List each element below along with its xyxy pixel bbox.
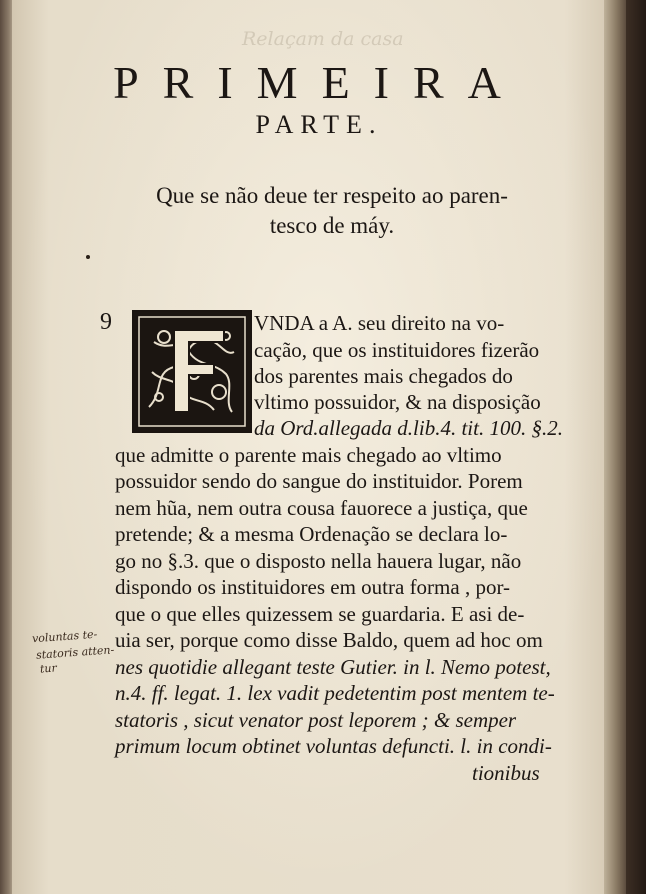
paragraph-number: 9 [100, 309, 112, 335]
text-line-12: que o que elles quizessem se guardaria. E asi de- [115, 602, 525, 626]
decorated-initial-f [132, 310, 252, 433]
text-line-18: tionibus [472, 761, 540, 785]
text-line-10: go no §.3. que o disposto nella hauera lugar, não [115, 549, 522, 573]
book-spine [626, 0, 646, 894]
book-page [12, 0, 626, 894]
page-title: PRIMEIRA [113, 57, 525, 108]
handwritten-note-2: statoris atten- [35, 643, 115, 662]
text-line-16: statoris , sicut venator post leporem ; & semper [115, 708, 517, 732]
text-line-17: primum locum obtinet voluntas defuncti. l. in condi- [115, 734, 552, 758]
ink-spot [86, 255, 90, 259]
text-line-15: n.4. ff. legat. 1. lex vadit pedetentim post mentem te- [115, 681, 555, 705]
text-line-8: nem hũa, nem outra cousa fauorece a justiça, que [115, 496, 528, 520]
text-line-13: uia ser, porque como disse Baldo, quem ad hoc om [115, 628, 543, 652]
page-subtitle: PARTE. [255, 110, 383, 139]
text-line-14: nes quotidie allegant teste Gutier. in l. Nemo potest, [115, 655, 551, 679]
text-line-9: pretende; & a mesma Ordenação se declara lo- [115, 522, 508, 546]
section-heading-line-1: Que se não deue ter respeito ao paren- [156, 183, 508, 208]
bleed-through-text: Relaçam da casa [242, 28, 404, 50]
text-line-4: vltimo possuidor, & na disposição [254, 390, 541, 414]
text-line-3: dos parentes mais chegados do [254, 364, 513, 388]
text-line-11: dispondo os instituidores em outra forma , por- [115, 575, 511, 599]
section-heading-line-2: tesco de máy. [269, 213, 395, 238]
text-line-2: cação, que os instituidores fizerão [254, 338, 540, 362]
floral-initial-icon [134, 312, 250, 431]
handwritten-note-3: tur [39, 661, 58, 676]
text-line-7: possuidor sendo do sangue do instituidor. Porem [115, 469, 523, 493]
text-line-6: que admitte o parente mais chegado ao vltimo [115, 443, 502, 467]
text-line-1: VNDA a A. seu direito na vo- [254, 311, 505, 335]
page-gutter-shadow [604, 0, 626, 894]
handwritten-note-1: voluntas te- [31, 627, 98, 646]
text-line-5: da Ord.allegada d.lib.4. tit. 100. §.2. [254, 416, 563, 440]
